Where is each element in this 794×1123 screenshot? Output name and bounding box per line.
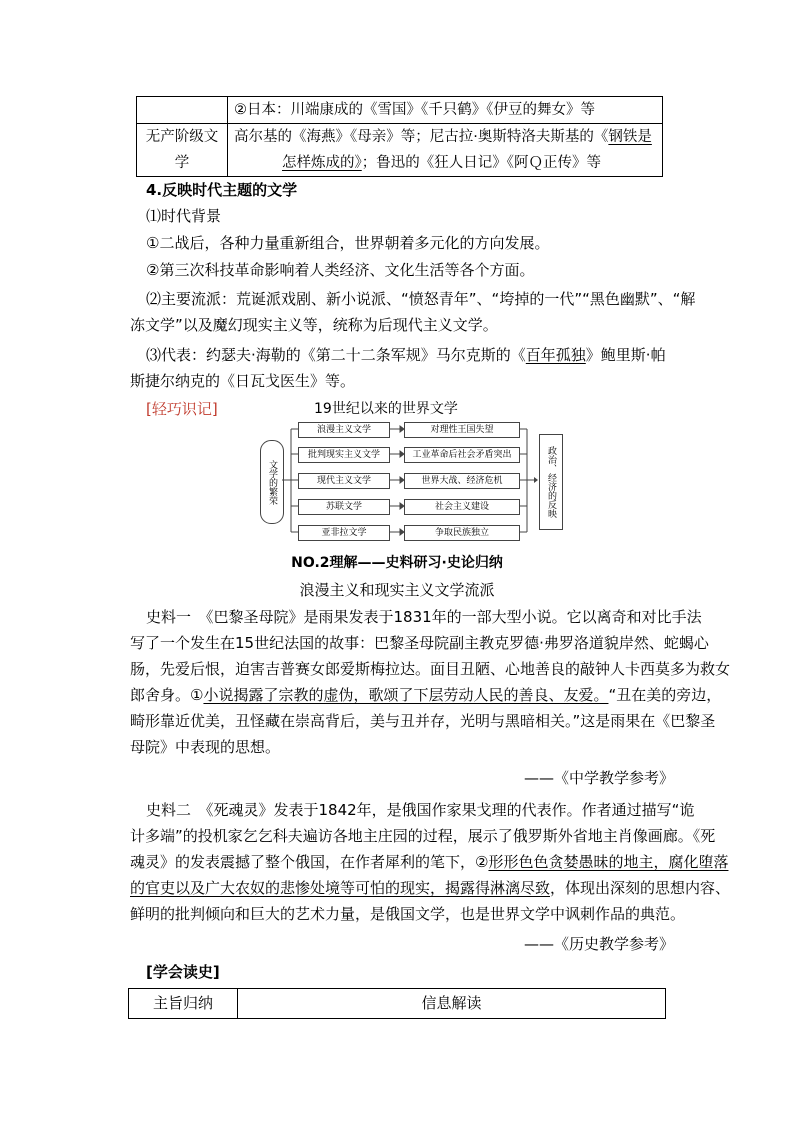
table-cell-content: ②日本：川端康成的《雪国》《千只鹤》《伊豆的舞女》等 — [228, 97, 663, 124]
underlined-text: 百年孤独 — [525, 346, 586, 364]
flow-line: 冻文学”以及魔幻现实主义等，统称为后现代主义文学。 — [130, 316, 498, 334]
section-subheading: 浪漫主义和现实主义文学流派 — [299, 581, 495, 599]
table-cell-label — [137, 124, 228, 177]
source1-line: 史料一 《巴黎圣母院》是雨果发表于1831年的一部大型小说。它以离奇和对比手法 — [146, 608, 702, 626]
diagram-right-box: 对理性王国失望 — [404, 422, 520, 438]
table-row — [129, 989, 666, 1019]
source2-citation: ——《历史教学参考》 — [523, 935, 674, 953]
table-cell-content — [228, 124, 663, 177]
section-heading: NO.2理解——史料研习·史论归纳 — [291, 555, 503, 571]
background-point: ②第三次科技革命影响着人类经济、文化生活等各个方面。 — [146, 261, 535, 279]
diagram-right-box: 社会主义建设 — [404, 499, 520, 515]
memory-tag: [轻巧识记] — [146, 400, 218, 418]
source1-line: 写了一个发生在15世纪法国的故事：巴黎圣母院副主教克罗德·弗罗洛道貌岸然、蛇蝎心 — [130, 634, 709, 652]
left-oval-label: 文学的繁荣 — [267, 459, 277, 505]
diagram-right-box: 工业革命后社会矛盾突出 — [404, 447, 520, 463]
table-cell-label — [137, 97, 228, 124]
source1-line: 肠，先爱后恨，迫害吉普赛女郎爱斯梅拉达。面目丑陋、心地善良的敲钟人卡西莫多为救女 — [130, 660, 731, 678]
arrow-head — [534, 477, 538, 483]
source2-line: 鲜明的批判倾向和巨大的艺术力量，是俄国文学，也是世界文学中讽刺作品的典范。 — [130, 905, 686, 923]
background-title: ⑴时代背景 — [146, 207, 222, 225]
left-oval — [260, 440, 284, 524]
table-row — [137, 97, 663, 124]
source1-line: 郎舍身。①小说揭露了宗教的虚伪，歌颂了下层劳动人民的善良、友爱。“丑在美的旁边， — [130, 686, 722, 704]
diagram-left-box: 浪漫主义文学 — [298, 422, 390, 438]
analysis-table — [128, 988, 666, 1019]
source2-line: 史料二 《死魂灵》发表于1842年，是俄国作家果戈理的代表作。作者通过描写“诡 — [146, 801, 695, 819]
source2-line: 计多端”的投机家乞乞科夫遍访各地主庄园的过程，展示了俄罗斯外省地主肖像画廊。《死 — [130, 827, 716, 845]
label-line: 无产阶级文 — [145, 129, 219, 145]
literature-table — [136, 96, 663, 177]
diagram-left-box: 批判现实主义文学 — [298, 447, 390, 463]
diagram-left-box: 苏联文学 — [298, 499, 390, 515]
right-box-label: 政治、经济的反映 — [546, 446, 556, 518]
source1-line: 畸形靠近优美，丑怪藏在崇高背后，美与丑并存，光明与黑暗相关。”这是雨果在《巴黎圣 — [130, 712, 716, 730]
source2-line: 魂灵》的发表震撼了整个俄国，在作者犀利的笔下，②形形色色贪婪愚昧的地主，腐化堕落 — [130, 853, 729, 871]
right-box — [539, 434, 563, 530]
learn-tag: [学会读史] — [146, 963, 220, 981]
source1-line: 母院》中表现的思想。 — [130, 738, 281, 756]
label-line: 学 — [174, 155, 190, 171]
representatives-line: ⑶代表：约瑟夫·海勒的《第二十二条军规》马尔克斯的《百年孤独》鲍里斯·帕 — [146, 346, 666, 364]
underlined-text: 的官吏以及广大农奴的悲惨处境等可怕的现实，揭露得淋漓尽致 — [130, 879, 551, 897]
background-point: ①二战后，各种力量重新组合，世界朝着多元化的方向发展。 — [146, 234, 550, 252]
flow-line: ⑵主要流派：荒诞派戏剧、新小说派、“愤怒青年”、“垮掉的一代”“黑色幽默”、“解 — [146, 290, 696, 308]
text-run: ；鲁迅的《狂人日记》《阿Ｑ正传》等 — [361, 155, 601, 171]
underlined-text: 形形色色贪婪愚昧的地主，腐化堕落 — [488, 853, 729, 871]
source1-citation: ——《中学教学参考》 — [523, 769, 674, 787]
table-header-cell: 主旨归纳 — [129, 989, 238, 1019]
underlined-text: 小说揭露了宗教的虚伪，歌颂了下层劳动人民的善良、友爱。 — [203, 686, 609, 704]
text-run: 高尔基的《海燕》《母亲》等；尼古拉·奥斯特洛夫斯基的《 — [234, 129, 609, 145]
underlined-text: 怎样炼成的》 — [282, 155, 362, 171]
diagram-left-box: 现代主义文学 — [298, 473, 390, 489]
table-header-cell: 信息解读 — [238, 989, 666, 1019]
table-row — [137, 124, 663, 177]
underlined-text: 钢铁是 — [608, 129, 652, 145]
diagram-right-box: 世界大战、经济危机 — [404, 473, 520, 489]
literature-diagram — [258, 420, 570, 542]
source2-line: 的官吏以及广大农奴的悲惨处境等可怕的现实，揭露得淋漓尽致，体现出深刻的思想内容、 — [130, 879, 731, 897]
representatives-line: 斯捷尔纳克的《日瓦戈医生》等。 — [130, 372, 356, 390]
diagram-title: 19世纪以来的世界文学 — [314, 401, 458, 417]
diagram-left-box: 亚非拉文学 — [298, 525, 390, 541]
diagram-right-box: 争取民族独立 — [404, 525, 520, 541]
section-title: 4.反映时代主题的文学 — [146, 181, 298, 199]
